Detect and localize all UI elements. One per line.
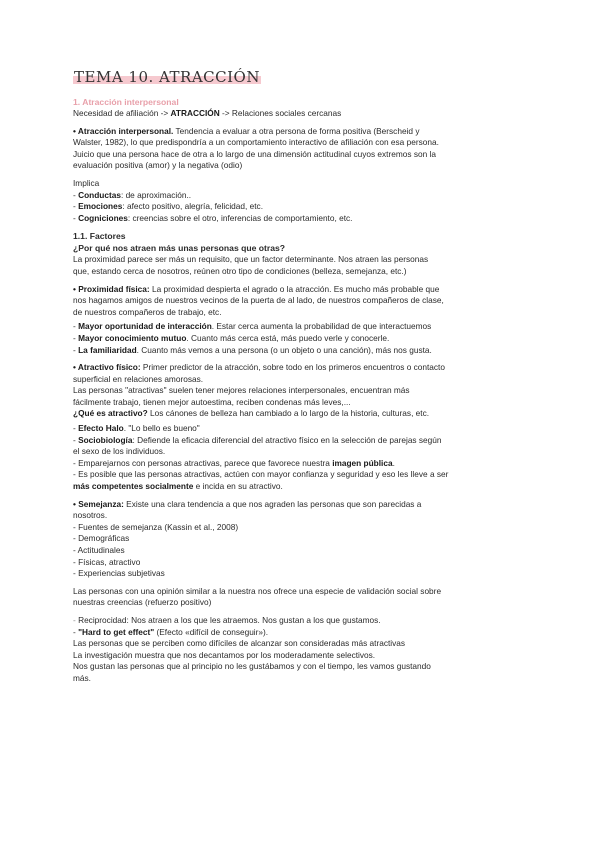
semejanza-validation: Las personas con una opinión similar a la nuestra nos ofrece una especie de validación social sobre nuestras creencias (refuerzo positivo) — [73, 585, 442, 608]
list-item: - Demográficas — [73, 533, 130, 544]
proximidad-list — [73, 321, 530, 356]
list-item: - Efecto Halo. "Lo bello es bueno" — [73, 423, 200, 434]
list-item: - Conductas: de aproximación.. — [73, 189, 192, 200]
reciprocidad-paragraph: - Reciprocidad: Nos atraen a los que les atraemos. Nos gustan a los que gustamos. - "Hard to get effect" (Efecto «difícil de conseguir»). Las personas que se perciben como difíciles de alcanzar son consideradas más atractivas La investigación muestra que nos decantamos por los moderadamente selectivos. Nos gustan las personas que al principio no les gustábamos y con el tiempo, les vamos gustando más. — [73, 614, 431, 683]
section-heading-atraccion-interpersonal: 1. Atracción interpersonal — [73, 97, 179, 107]
list-item: - Es posible que las personas atractivas, actúen con mayor confianza y seguridad y eso les lleve a ser — [73, 469, 449, 480]
definition-paragraph: • Atracción interpersonal. Tendencia a evaluar a otra persona de forma positiva (Berscheid y Walster, 1982), lo que predispondría a un comportamiento interactivo de afiliación con esa persona. Juicio que una persona hace de otra a lo largo de una dimensión actitudinal cuyos extremos son la evaluación positiva (amor) y la negativa (odio) — [73, 125, 439, 171]
implica-list: Implica - Conductas: de aproximación.. - Emociones: afecto positivo, alegría, felicidad, etc. - Cogniciones: creencias sobre el otro, inferencias de comportamiento, etc. — [73, 178, 530, 224]
intro-line: Necesidad de afiliación -> ATRACCIÓN -> Relaciones sociales cercanas — [73, 108, 342, 118]
list-item: - Experiencias subjetivas — [73, 568, 165, 579]
proximidad-paragraph: • Proximidad física: La proximidad despierta el agrado o la atracción. Es mucho más probable que nos hagamos amigos de nuestros vecinos de la puerta de al lado, de nuestros compañeros de clase, de nuestros compañeros de trabajo, etc. — [73, 283, 444, 317]
list-item: - Emociones: afecto positivo, alegría, felicidad, etc. — [73, 201, 264, 212]
factores-question: ¿Por qué nos atraen más unas personas que otras? — [73, 243, 286, 254]
list-item: - Sociobiología: Defiende la eficacia diferencial del atractivo físico en la selección de parejas según — [73, 434, 442, 445]
list-item: - Mayor conocimiento mutuo. Cuanto más cerca está, más puedo verle y conocerle. — [73, 332, 390, 343]
atractivo-list: - Efecto Halo. "Lo bello es bueno" - Sociobiología: Defiende la eficacia diferencial del atractivo físico en la selección de parejas según el sexo de los individuos. - Emparejarnos con personas atractivas, parece que favorece nuestra imagen pública. - Es posible que las personas atractivas, actúen con mayor confianza y seguridad y eso les lleve a ser más competentes socialmente e incida en su atractivo. — [73, 423, 530, 493]
factores-paragraph: La proximidad parece ser más un requisito, que un factor determinante. Nos atraen las personas que, estando cerca de nosotros, reúnen otro tipo de condiciones (belleza, semejanza, etc.) — [73, 254, 429, 276]
subsection-heading-factores: 1.1. Factores — [73, 231, 126, 242]
list-item: - Actitudinales — [73, 545, 125, 555]
list-item: - Cogniciones: creencias sobre el otro, inferencias de comportamiento, etc. — [73, 212, 353, 223]
semejanza-paragraph: • Semejanza: Existe una clara tendencia a que nos agraden las personas que son parecidas a nosotros. - Fuentes de semejanza (Kassin et al., 2008) - Demográficas - Actitudinales - Físicas, atractivo - Experiencias subjetivas — [73, 499, 530, 580]
list-item: - Fuentes de semejanza (Kassin et al., 2008) — [73, 521, 239, 532]
page-title: TEMA 10. ATRACCIÓN — [74, 68, 260, 86]
list-item: - Emparejarnos con personas atractivas, parece que favorece nuestra imagen pública. — [73, 457, 395, 468]
list-item: - Físicas, atractivo — [73, 556, 141, 567]
list-item: - Mayor oportunidad de interacción. Estar cerca aumenta la probabilidad de que interactuemos — [73, 321, 432, 332]
list-item: - La familiaridad. Cuanto más vemos a una persona (o un objeto o una canción), más nos gusta. — [73, 344, 432, 355]
atractivo-paragraph: • Atractivo físico: Primer predictor de la atracción, sobre todo en los primeros encuentros o contacto superficial en relaciones amorosas. Las personas "atractivas" suelen tener mejores relaciones interpersonales, encuentran más fácilmente trabajo, tienen mejor autoestima, reciben condenas más leves,... ¿Qué es atractivo? Los cánones de belleza han cambiado a lo largo de la historia, culturas, etc. — [73, 362, 445, 419]
